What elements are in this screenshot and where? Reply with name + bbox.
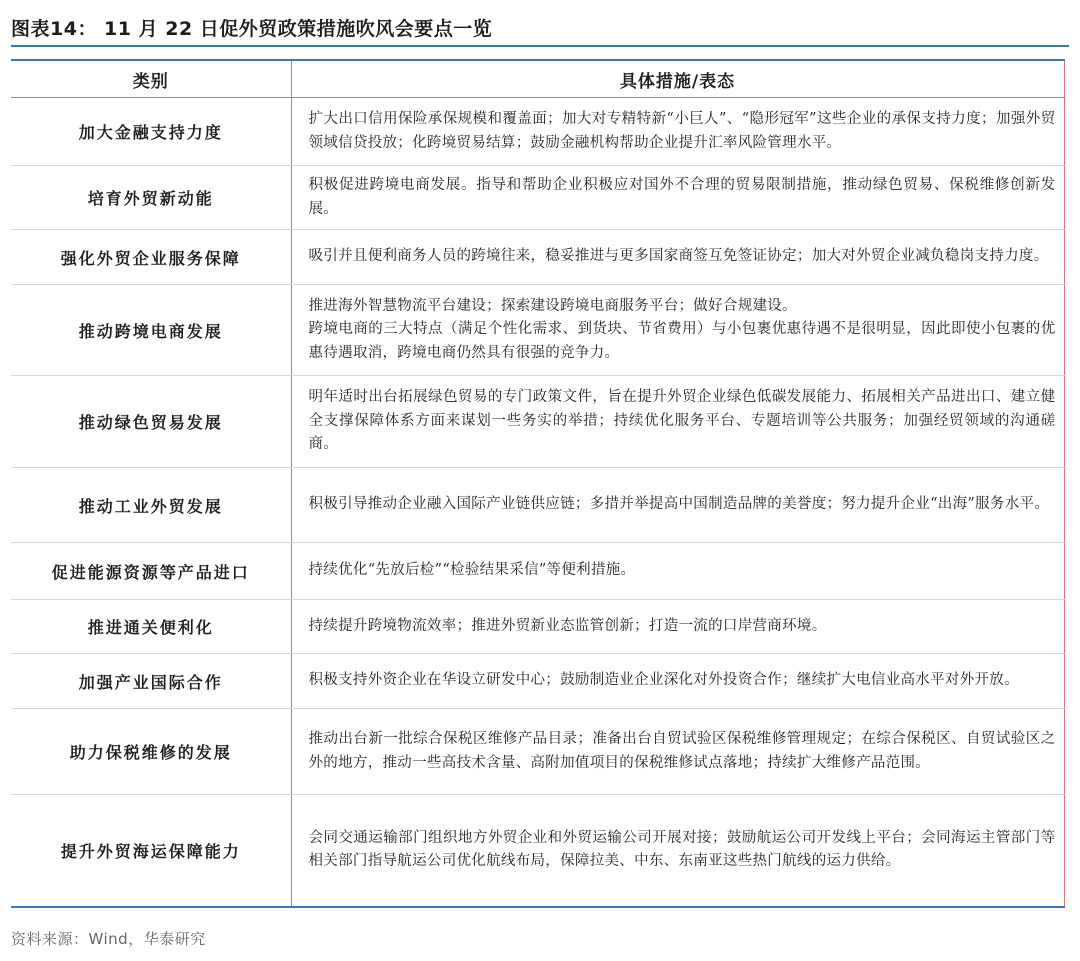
table-row <box>11 468 1064 543</box>
table-row <box>11 166 1064 230</box>
row-measures <box>291 543 1064 600</box>
row-category: 强化外贸企业服务保障 <box>11 230 291 285</box>
row-measures <box>291 654 1064 709</box>
measure-line: 跨境电商的三大特点（满足个性化需求、到货块、节省费用）与小包裹优惠待遇不是很明显，因此即使小包裹的优惠待遇取消，跨境电商仍然具有很强的竞争力。 <box>308 321 1056 361</box>
title-divider <box>11 45 1069 47</box>
row-category: 加大金融支持力度 <box>11 98 291 166</box>
row-category: 推进通关便利化 <box>11 600 291 654</box>
row-category: 推动工业外贸发展 <box>11 468 291 543</box>
table-row <box>11 654 1064 709</box>
table-row <box>11 230 1064 285</box>
measure-line: 持续提升跨境物流效率；推进外贸新业态监管创新；打造一流的口岸营商环境。 <box>308 617 827 634</box>
measure-line: 推动出台新一批综合保税区维修产品目录；准备出台自贸试验区保税维修管理规定；在综合保税区、自贸试验区之外的地方，推动一些高技术含量、高附加值项目的保税维修试点落地；持续扩大维修产品范围。 <box>308 731 1056 771</box>
row-category: 加强产业国际合作 <box>11 654 291 709</box>
row-category: 培育外贸新动能 <box>11 166 291 230</box>
table-row <box>11 376 1064 468</box>
header-measures: 具体措施/表态 <box>291 60 1064 98</box>
figure-title: 图表14： 11 月 22 日促外贸政策措施吹风会要点一览 <box>11 18 493 40</box>
measure-line: 会同交通运输部门组织地方外贸企业和外贸运输公司开展对接；鼓励航运公司开发线上平台；会同海运主管部门等相关部门指导航运公司优化航线布局，保障拉美、中东、东南亚这些热门航线的运力供给。 <box>308 829 1056 870</box>
source-note: 资料来源：Wind，华泰研究 <box>11 930 206 948</box>
measure-line: 积极促进跨境电商发展。指导和帮助企业积极应对国外不合理的贸易限制措施，推动绿色贸易、保税维修创新发展。 <box>308 177 1056 217</box>
row-category: 推动绿色贸易发展 <box>11 376 291 468</box>
header-category: 类别 <box>11 60 291 98</box>
row-measures <box>291 166 1064 230</box>
row-measures <box>291 709 1064 795</box>
measure-line: 扩大出口信用保险承保规模和覆盖面；加大对专精特新“小巨人”、“隐形冠军”这些企业的承保支持力度；加强外贸领域信贷投放；化跨境贸易结算；鼓励金融机构帮助企业提升汇率风险管理水平。 <box>308 111 1056 151</box>
table-header-row <box>11 60 1064 98</box>
measure-line: 推进海外智慧物流平台建设；探索建设跨境电商服务平台；做好合规建设。 <box>308 297 797 314</box>
table-row <box>11 98 1064 166</box>
table-row <box>11 709 1064 795</box>
row-category: 推动跨境电商发展 <box>11 285 291 376</box>
row-measures <box>291 376 1064 468</box>
measure-line: 吸引并且便利商务人员的跨境往来，稳妥推进与更多国家商签互免签证协定；加大对外贸企业减负稳岗支持力度。 <box>308 248 1049 265</box>
row-measures <box>291 285 1064 376</box>
row-measures <box>291 98 1064 166</box>
measure-line: 积极支持外资企业在华设立研发中心；鼓励制造业企业深化对外投资合作；继续扩大电信业高水平对外开放。 <box>308 672 1019 689</box>
policy-table <box>11 59 1064 908</box>
row-measures <box>291 600 1064 654</box>
row-measures <box>291 795 1064 907</box>
measure-line: 明年适时出台拓展绿色贸易的专门政策文件，旨在提升外贸企业绿色低碳发展能力、拓展相关产品进出口、建立健全支撑保障体系方面来谋划一些务实的举措；持续优化服务平台、专题培训等公共服务；加强经贸领域的沟通磋商。 <box>308 389 1056 453</box>
measure-line: 积极引导推动企业融入国际产业链供应链；多措并举提高中国制造品牌的美誉度；努力提升企业“出海”服务水平。 <box>308 496 1050 513</box>
row-measures <box>291 468 1064 543</box>
row-category: 提升外贸海运保障能力 <box>11 795 291 907</box>
table-row <box>11 543 1064 600</box>
row-category: 助力保税维修的发展 <box>11 709 291 795</box>
row-measures <box>291 230 1064 285</box>
measure-line: 持续优化“先放后检”“检验结果采信”等便利措施。 <box>308 562 636 579</box>
table-row <box>11 285 1064 376</box>
row-category: 促进能源资源等产品进口 <box>11 543 291 600</box>
table-row <box>11 600 1064 654</box>
table-row <box>11 795 1064 907</box>
